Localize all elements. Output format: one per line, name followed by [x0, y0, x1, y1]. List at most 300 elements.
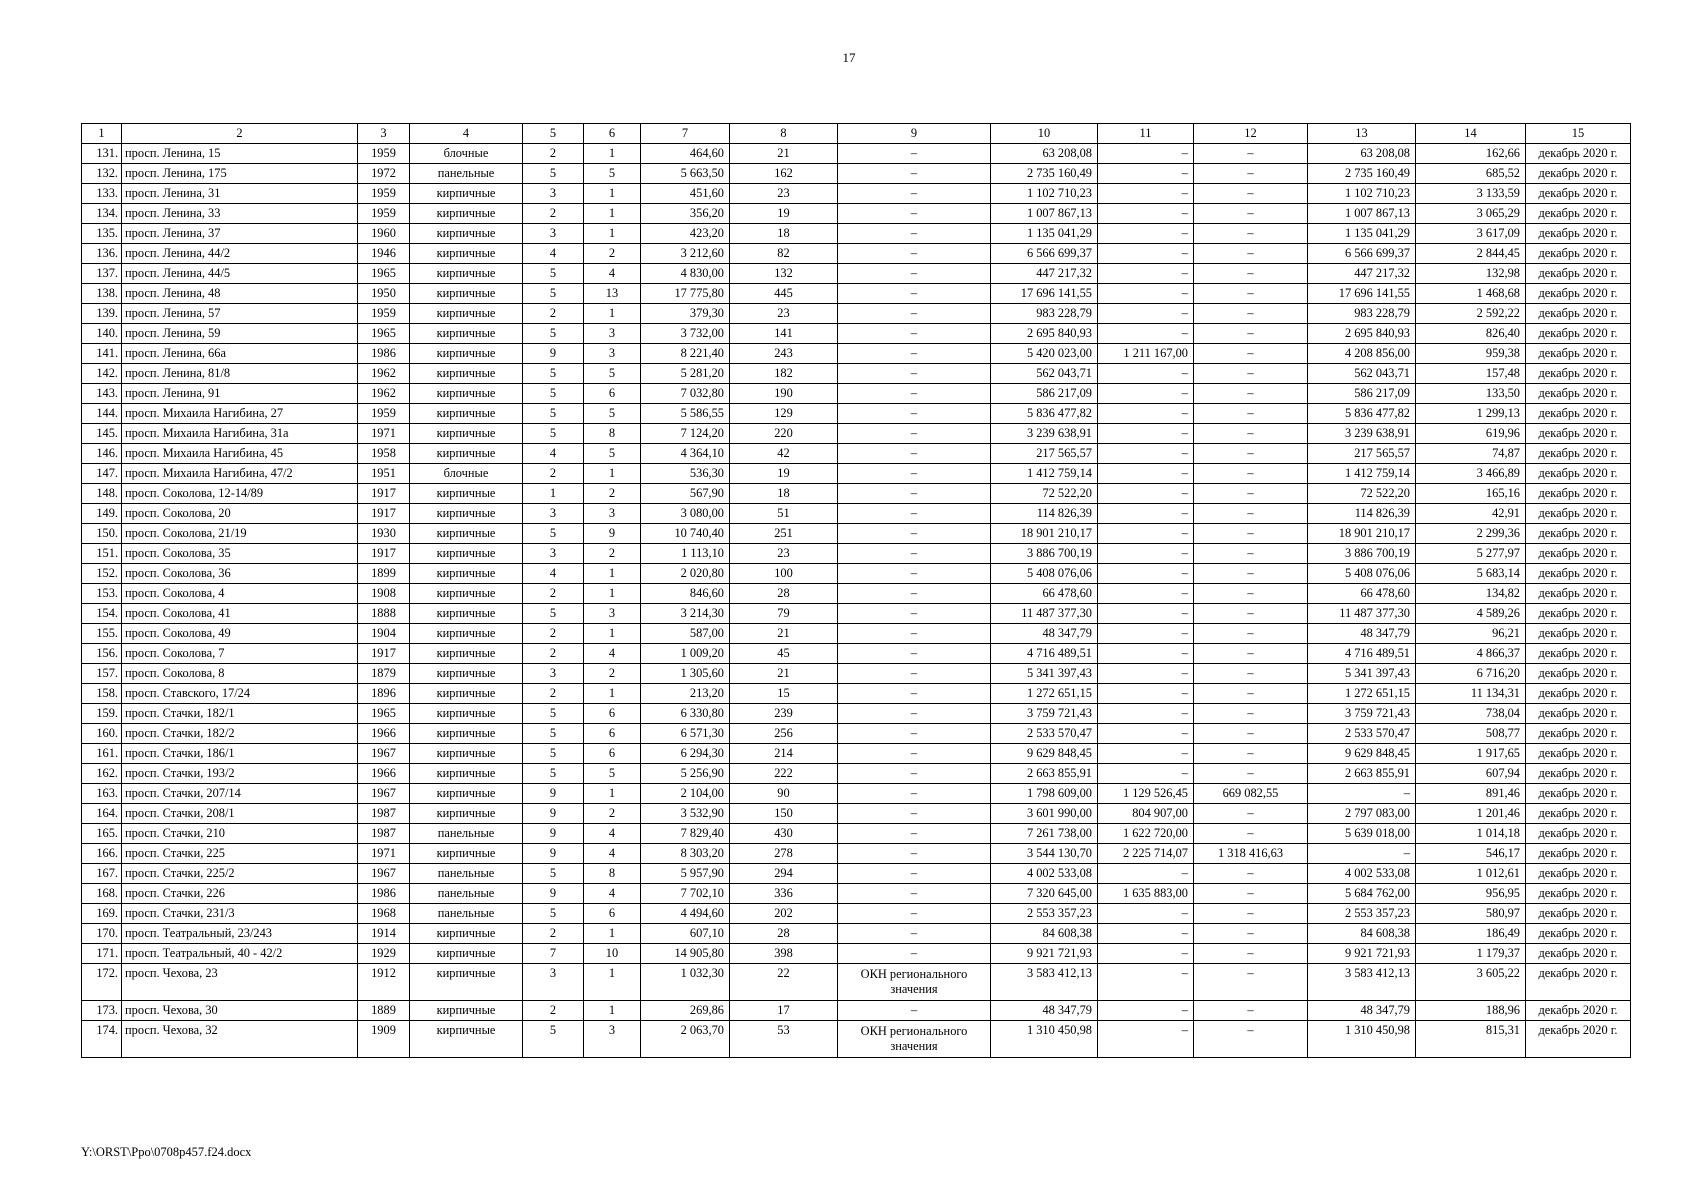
table-row: [82, 804, 1631, 824]
wall-material: кирпичные: [410, 564, 523, 584]
deadline: декабрь 2020 г.: [1526, 464, 1631, 484]
floors: 2: [523, 464, 584, 484]
cost-col-11: –: [1098, 944, 1194, 964]
residents: 445: [730, 284, 838, 304]
entrances: 1: [584, 204, 641, 224]
cost-per-unit: 1 201,46: [1416, 804, 1526, 824]
table-row: [82, 664, 1631, 684]
residents: 28: [730, 584, 838, 604]
deadline: декабрь 2020 г.: [1526, 744, 1631, 764]
cost-col-13: 18 901 210,17: [1308, 524, 1416, 544]
total-cost: 1 135 041,29: [991, 224, 1098, 244]
year-built: 1986: [358, 884, 410, 904]
row-number: 152.: [82, 564, 122, 584]
cost-per-unit: 132,98: [1416, 264, 1526, 284]
cost-col-12: –: [1194, 404, 1308, 424]
residents: 336: [730, 884, 838, 904]
row-number: 168.: [82, 884, 122, 904]
entrances: 3: [584, 604, 641, 624]
area: 451,60: [641, 184, 730, 204]
floors: 2: [523, 204, 584, 224]
entrances: 6: [584, 744, 641, 764]
floors: 9: [523, 824, 584, 844]
table-row: [82, 924, 1631, 944]
year-built: 1917: [358, 544, 410, 564]
address: просп. Михаила Нагибина, 31а: [122, 424, 358, 444]
row-number: 138.: [82, 284, 122, 304]
area: 7 032,80: [641, 384, 730, 404]
wall-material: кирпичные: [410, 684, 523, 704]
entrances: 9: [584, 524, 641, 544]
area: 2 020,80: [641, 564, 730, 584]
year-built: 1917: [358, 504, 410, 524]
residents: 251: [730, 524, 838, 544]
table-row: [82, 704, 1631, 724]
row-number: 151.: [82, 544, 122, 564]
table-row: [82, 484, 1631, 504]
wall-material: кирпичные: [410, 944, 523, 964]
table-row: [82, 244, 1631, 264]
residents: 22: [730, 964, 838, 1001]
cost-col-12: –: [1194, 484, 1308, 504]
cost-col-12: –: [1194, 884, 1308, 904]
residents: 132: [730, 264, 838, 284]
deadline: декабрь 2020 г.: [1526, 564, 1631, 584]
cost-col-11: –: [1098, 604, 1194, 624]
floors: 5: [523, 264, 584, 284]
total-cost: 447 217,32: [991, 264, 1098, 284]
deadline: декабрь 2020 г.: [1526, 724, 1631, 744]
cost-col-11: –: [1098, 364, 1194, 384]
area: 567,90: [641, 484, 730, 504]
cost-col-11: –: [1098, 964, 1194, 1001]
cost-col-11: –: [1098, 204, 1194, 224]
row-number: 143.: [82, 384, 122, 404]
total-cost: 6 566 699,37: [991, 244, 1098, 264]
cost-per-unit: 1 468,68: [1416, 284, 1526, 304]
cost-col-13: 1 007 867,13: [1308, 204, 1416, 224]
wall-material: кирпичные: [410, 964, 523, 1001]
floors: 5: [523, 404, 584, 424]
total-cost: 2 533 570,47: [991, 724, 1098, 744]
cost-per-unit: 165,16: [1416, 484, 1526, 504]
floors: 2: [523, 684, 584, 704]
footer-file-path: Y:\ORST\Ppo\0708p457.f24.docx: [81, 1145, 252, 1159]
area: 6 294,30: [641, 744, 730, 764]
area: 4 494,60: [641, 904, 730, 924]
cost-col-13: 3 759 721,43: [1308, 704, 1416, 724]
column-number-header: 1: [82, 124, 122, 144]
cost-col-13: 4 208 856,00: [1308, 344, 1416, 364]
residents: 51: [730, 504, 838, 524]
year-built: 1965: [358, 324, 410, 344]
floors: 5: [523, 764, 584, 784]
area: 1 305,60: [641, 664, 730, 684]
floors: 1: [523, 484, 584, 504]
wall-material: кирпичные: [410, 424, 523, 444]
heritage-status: –: [838, 224, 991, 244]
address: просп. Ленина, 31: [122, 184, 358, 204]
table-row: [82, 564, 1631, 584]
cost-col-11: –: [1098, 404, 1194, 424]
row-number: 172.: [82, 964, 122, 1001]
floors: 3: [523, 224, 584, 244]
total-cost: 3 759 721,43: [991, 704, 1098, 724]
residents: 239: [730, 704, 838, 724]
address: просп. Стачки, 225: [122, 844, 358, 864]
cost-col-11: –: [1098, 224, 1194, 244]
cost-col-11: –: [1098, 184, 1194, 204]
cost-per-unit: 738,04: [1416, 704, 1526, 724]
wall-material: кирпичные: [410, 624, 523, 644]
year-built: 1972: [358, 164, 410, 184]
cost-col-13: 1 412 759,14: [1308, 464, 1416, 484]
deadline: декабрь 2020 г.: [1526, 504, 1631, 524]
wall-material: кирпичные: [410, 404, 523, 424]
entrances: 1: [584, 184, 641, 204]
area: 8 303,20: [641, 844, 730, 864]
address: просп. Ленина, 66а: [122, 344, 358, 364]
address: просп. Соколова, 21/19: [122, 524, 358, 544]
residents: 278: [730, 844, 838, 864]
cost-col-12: –: [1194, 1021, 1308, 1058]
row-number: 144.: [82, 404, 122, 424]
entrances: 10: [584, 944, 641, 964]
entrances: 4: [584, 884, 641, 904]
deadline: декабрь 2020 г.: [1526, 644, 1631, 664]
year-built: 1908: [358, 584, 410, 604]
cost-per-unit: 1 299,13: [1416, 404, 1526, 424]
cost-col-12: –: [1194, 184, 1308, 204]
year-built: 1987: [358, 804, 410, 824]
heritage-status: –: [838, 644, 991, 664]
table-row: [82, 364, 1631, 384]
cost-per-unit: 2 844,45: [1416, 244, 1526, 264]
cost-col-12: –: [1194, 204, 1308, 224]
wall-material: кирпичные: [410, 924, 523, 944]
floors: 4: [523, 244, 584, 264]
cost-col-13: 66 478,60: [1308, 584, 1416, 604]
table-row: [82, 344, 1631, 364]
address: просп. Михаила Нагибина, 47/2: [122, 464, 358, 484]
address: просп. Стачки, 182/1: [122, 704, 358, 724]
table-row: [82, 524, 1631, 544]
residents: 18: [730, 484, 838, 504]
cost-per-unit: 157,48: [1416, 364, 1526, 384]
table-row: [82, 444, 1631, 464]
entrances: 5: [584, 404, 641, 424]
wall-material: кирпичные: [410, 544, 523, 564]
entrances: 3: [584, 1021, 641, 1058]
row-number: 140.: [82, 324, 122, 344]
row-number: 142.: [82, 364, 122, 384]
cost-col-13: 17 696 141,55: [1308, 284, 1416, 304]
wall-material: кирпичные: [410, 664, 523, 684]
deadline: декабрь 2020 г.: [1526, 784, 1631, 804]
residents: 42: [730, 444, 838, 464]
wall-material: кирпичные: [410, 344, 523, 364]
total-cost: 2 663 855,91: [991, 764, 1098, 784]
cost-col-13: 2 533 570,47: [1308, 724, 1416, 744]
year-built: 1967: [358, 784, 410, 804]
entrances: 2: [584, 804, 641, 824]
column-number-header: 3: [358, 124, 410, 144]
total-cost: 72 522,20: [991, 484, 1098, 504]
cost-per-unit: 826,40: [1416, 324, 1526, 344]
deadline: декабрь 2020 г.: [1526, 544, 1631, 564]
cost-per-unit: 134,82: [1416, 584, 1526, 604]
cost-col-11: –: [1098, 1021, 1194, 1058]
heritage-status: –: [838, 304, 991, 324]
area: 3 214,30: [641, 604, 730, 624]
year-built: 1951: [358, 464, 410, 484]
cost-col-12: –: [1194, 304, 1308, 324]
residents: 214: [730, 744, 838, 764]
cost-col-12: –: [1194, 504, 1308, 524]
table-row: [82, 584, 1631, 604]
residents: 21: [730, 664, 838, 684]
floors: 7: [523, 944, 584, 964]
cost-per-unit: 1 917,65: [1416, 744, 1526, 764]
total-cost: 11 487 377,30: [991, 604, 1098, 624]
floors: 3: [523, 504, 584, 524]
entrances: 1: [584, 924, 641, 944]
heritage-status: –: [838, 804, 991, 824]
column-number-header: 6: [584, 124, 641, 144]
heritage-status: –: [838, 344, 991, 364]
entrances: 1: [584, 1001, 641, 1021]
total-cost: 7 320 645,00: [991, 884, 1098, 904]
address: просп. Стачки, 226: [122, 884, 358, 904]
year-built: 1917: [358, 644, 410, 664]
total-cost: 3 544 130,70: [991, 844, 1098, 864]
cost-col-13: 1 102 710,23: [1308, 184, 1416, 204]
area: 7 702,10: [641, 884, 730, 904]
wall-material: кирпичные: [410, 704, 523, 724]
area: 6 571,30: [641, 724, 730, 744]
address: просп. Соколова, 49: [122, 624, 358, 644]
area: 356,20: [641, 204, 730, 224]
floors: 3: [523, 544, 584, 564]
residents: 21: [730, 144, 838, 164]
heritage-status: –: [838, 844, 991, 864]
deadline: декабрь 2020 г.: [1526, 944, 1631, 964]
cost-col-12: –: [1194, 1001, 1308, 1021]
heritage-status: –: [838, 1001, 991, 1021]
floors: 5: [523, 424, 584, 444]
total-cost: 2 735 160,49: [991, 164, 1098, 184]
deadline: декабрь 2020 г.: [1526, 624, 1631, 644]
entrances: 1: [584, 464, 641, 484]
residents: 243: [730, 344, 838, 364]
cost-col-12: –: [1194, 384, 1308, 404]
residents: 100: [730, 564, 838, 584]
cost-col-12: –: [1194, 904, 1308, 924]
total-cost: 9 921 721,93: [991, 944, 1098, 964]
cost-per-unit: 580,97: [1416, 904, 1526, 924]
column-number-header: 10: [991, 124, 1098, 144]
table-row: [82, 964, 1631, 1001]
address: просп. Чехова, 23: [122, 964, 358, 1001]
floors: 5: [523, 384, 584, 404]
wall-material: кирпичные: [410, 224, 523, 244]
address: просп. Стачки, 207/14: [122, 784, 358, 804]
address: просп. Соколова, 41: [122, 604, 358, 624]
cost-col-11: –: [1098, 544, 1194, 564]
address: просп. Соколова, 7: [122, 644, 358, 664]
heritage-status: –: [838, 204, 991, 224]
table-row: [82, 404, 1631, 424]
address: просп. Ленина, 57: [122, 304, 358, 324]
row-number: 135.: [82, 224, 122, 244]
floors: 5: [523, 524, 584, 544]
cost-col-12: –: [1194, 264, 1308, 284]
wall-material: кирпичные: [410, 744, 523, 764]
cost-col-11: 804 907,00: [1098, 804, 1194, 824]
address: просп. Ленина, 175: [122, 164, 358, 184]
year-built: 1904: [358, 624, 410, 644]
cost-col-11: –: [1098, 704, 1194, 724]
cost-col-11: –: [1098, 864, 1194, 884]
heritage-status: –: [838, 904, 991, 924]
residents: 202: [730, 904, 838, 924]
wall-material: панельные: [410, 884, 523, 904]
heritage-status: –: [838, 244, 991, 264]
residents: 82: [730, 244, 838, 264]
table-row: [82, 744, 1631, 764]
cost-col-13: 5 639 018,00: [1308, 824, 1416, 844]
heritage-status: –: [838, 884, 991, 904]
cost-col-13: 2 797 083,00: [1308, 804, 1416, 824]
heritage-status: –: [838, 264, 991, 284]
heritage-status: –: [838, 604, 991, 624]
deadline: декабрь 2020 г.: [1526, 264, 1631, 284]
wall-material: кирпичные: [410, 524, 523, 544]
cost-col-11: 1 211 167,00: [1098, 344, 1194, 364]
cost-per-unit: 162,66: [1416, 144, 1526, 164]
floors: 5: [523, 704, 584, 724]
address: просп. Соколова, 8: [122, 664, 358, 684]
total-cost: 18 901 210,17: [991, 524, 1098, 544]
year-built: 1962: [358, 384, 410, 404]
cost-per-unit: 508,77: [1416, 724, 1526, 744]
total-cost: 3 886 700,19: [991, 544, 1098, 564]
wall-material: кирпичные: [410, 324, 523, 344]
table-row: [82, 184, 1631, 204]
year-built: 1879: [358, 664, 410, 684]
cost-col-13: 5 341 397,43: [1308, 664, 1416, 684]
row-number: 141.: [82, 344, 122, 364]
table-row: [82, 284, 1631, 304]
row-number: 132.: [82, 164, 122, 184]
area: 269,86: [641, 1001, 730, 1021]
area: 3 732,00: [641, 324, 730, 344]
total-cost: 114 826,39: [991, 504, 1098, 524]
cost-col-13: 3 886 700,19: [1308, 544, 1416, 564]
heritage-status: –: [838, 284, 991, 304]
cost-col-13: 5 836 477,82: [1308, 404, 1416, 424]
table-row: [82, 464, 1631, 484]
deadline: декабрь 2020 г.: [1526, 244, 1631, 264]
deadline: декабрь 2020 г.: [1526, 364, 1631, 384]
entrances: 4: [584, 844, 641, 864]
cost-col-11: –: [1098, 164, 1194, 184]
address: просп. Ленина, 81/8: [122, 364, 358, 384]
cost-per-unit: 5 683,14: [1416, 564, 1526, 584]
year-built: 1959: [358, 204, 410, 224]
deadline: декабрь 2020 г.: [1526, 284, 1631, 304]
heritage-status: –: [838, 564, 991, 584]
address: просп. Театральный, 40 - 42/2: [122, 944, 358, 964]
row-number: 155.: [82, 624, 122, 644]
cost-col-12: –: [1194, 964, 1308, 1001]
cost-col-13: –: [1308, 784, 1416, 804]
cost-col-11: –: [1098, 304, 1194, 324]
total-cost: 2 553 357,23: [991, 904, 1098, 924]
address: просп. Соколова, 36: [122, 564, 358, 584]
entrances: 6: [584, 704, 641, 724]
address: просп. Стачки, 186/1: [122, 744, 358, 764]
row-number: 153.: [82, 584, 122, 604]
deadline: декабрь 2020 г.: [1526, 864, 1631, 884]
heritage-status: –: [838, 164, 991, 184]
floors: 5: [523, 864, 584, 884]
row-number: 174.: [82, 1021, 122, 1058]
heritage-status: –: [838, 364, 991, 384]
area: 846,60: [641, 584, 730, 604]
deadline: декабрь 2020 г.: [1526, 884, 1631, 904]
cost-per-unit: 619,96: [1416, 424, 1526, 444]
total-cost: 1 310 450,98: [991, 1021, 1098, 1058]
cost-col-12: –: [1194, 424, 1308, 444]
total-cost: 1 007 867,13: [991, 204, 1098, 224]
cost-col-13: 1 135 041,29: [1308, 224, 1416, 244]
year-built: 1909: [358, 1021, 410, 1058]
area: 5 256,90: [641, 764, 730, 784]
cost-col-12: 1 318 416,63: [1194, 844, 1308, 864]
address: просп. Михаила Нагибина, 45: [122, 444, 358, 464]
entrances: 6: [584, 384, 641, 404]
cost-col-13: 9 629 848,45: [1308, 744, 1416, 764]
entrances: 8: [584, 424, 641, 444]
wall-material: панельные: [410, 164, 523, 184]
residents: 18: [730, 224, 838, 244]
address: просп. Стачки, 182/2: [122, 724, 358, 744]
year-built: 1966: [358, 724, 410, 744]
cost-col-11: –: [1098, 624, 1194, 644]
heritage-status: –: [838, 524, 991, 544]
cost-col-12: –: [1194, 684, 1308, 704]
table-row: [82, 304, 1631, 324]
year-built: 1962: [358, 364, 410, 384]
cost-col-11: –: [1098, 524, 1194, 544]
deadline: декабрь 2020 г.: [1526, 224, 1631, 244]
deadline: декабрь 2020 г.: [1526, 684, 1631, 704]
entrances: 1: [584, 784, 641, 804]
row-number: 148.: [82, 484, 122, 504]
total-cost: 48 347,79: [991, 624, 1098, 644]
floors: 5: [523, 284, 584, 304]
area: 587,00: [641, 624, 730, 644]
year-built: 1959: [358, 144, 410, 164]
area: 4 830,00: [641, 264, 730, 284]
heritage-status: –: [838, 744, 991, 764]
year-built: 1960: [358, 224, 410, 244]
row-number: 158.: [82, 684, 122, 704]
entrances: 2: [584, 484, 641, 504]
cost-per-unit: 4 589,26: [1416, 604, 1526, 624]
residents: 129: [730, 404, 838, 424]
